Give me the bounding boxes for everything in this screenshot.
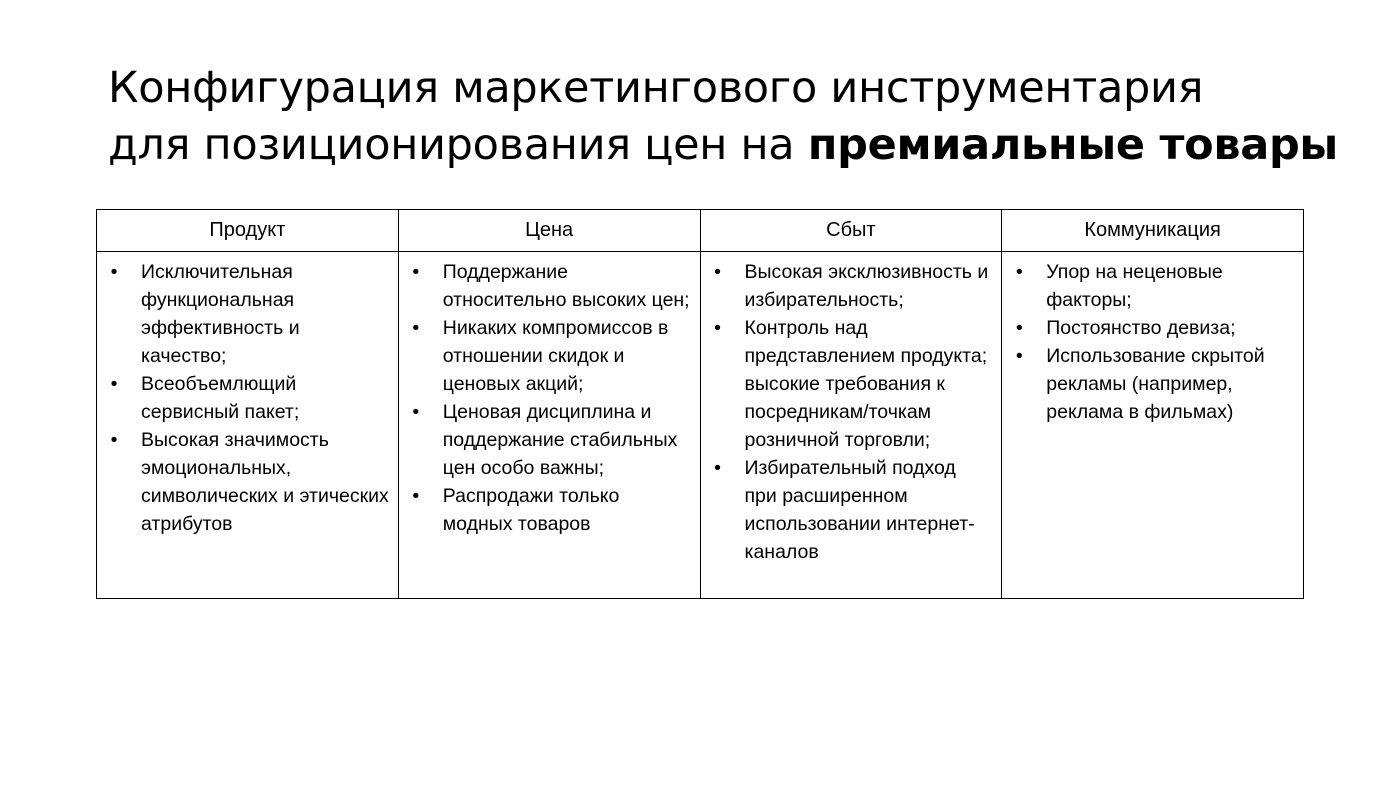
title-line-2-regular: для позиционирования цен на (108, 120, 808, 170)
cell-communication (1002, 252, 1304, 599)
cell-distribution (700, 252, 1002, 599)
title-line-2 (108, 117, 1338, 174)
list-item-text: Использование скрытой рекламы (например, реклама в фильмах) (1046, 345, 1265, 423)
bullet-icon: • (714, 457, 721, 479)
list-item-text: Постоянство девиза; (1046, 317, 1236, 339)
list-item (409, 258, 692, 314)
product-list (107, 258, 390, 538)
marketing-mix-table (96, 209, 1304, 599)
list-item-text: Высокая значимость эмоциональных, символических и этических атрибутов (141, 429, 389, 535)
list-item-text: Контроль над представлением продукта; высокие требования к посредникам/точкам розничной торговли; (744, 317, 988, 451)
price-list (409, 258, 692, 538)
bullet-icon: • (412, 317, 420, 339)
list-item (409, 314, 692, 398)
table-row (97, 252, 1304, 599)
cell-price (398, 252, 700, 599)
bullet-icon: • (1015, 261, 1023, 283)
list-item (711, 258, 994, 314)
table-header-row (97, 210, 1304, 252)
bullet-icon: • (714, 317, 721, 339)
header-product: Продукт (97, 210, 399, 252)
list-item-text: Исключительная функциональная эффективность и качество; (141, 261, 300, 367)
list-item-text: Высокая эксклюзивность и избирательность; (744, 261, 989, 311)
list-item (107, 370, 390, 426)
list-item (711, 454, 994, 566)
list-item (409, 398, 692, 482)
bullet-icon: • (1015, 317, 1023, 339)
list-item-text: Всеобъемлющий сервисный пакет; (141, 373, 300, 423)
list-item-text: Упор на неценовые факторы; (1046, 261, 1223, 311)
list-item-text: Избирательный подход при расширенном использовании интернет-каналов (744, 457, 975, 563)
title-line-2-bold: премиальные товары (807, 120, 1339, 170)
list-item (107, 258, 390, 370)
bullet-icon: • (110, 261, 118, 283)
header-price: Цена (398, 210, 700, 252)
list-item (1012, 314, 1295, 342)
list-item-text: Никаких компромиссов в отношении скидок и ценовых акций; (442, 317, 669, 395)
bullet-icon: • (412, 261, 420, 283)
list-item-text: Ценовая дисциплина и поддержание стабильных цен особо важны; (442, 401, 678, 479)
bullet-icon: • (1015, 345, 1023, 367)
list-item (107, 426, 390, 538)
list-item-text: Поддержание относительно высоких цен; (442, 261, 690, 311)
bullet-icon: • (412, 485, 420, 507)
cell-product (97, 252, 399, 599)
list-item-text: Распродажи только модных товаров (442, 485, 620, 535)
bullet-icon: • (110, 429, 118, 451)
header-communication: Коммуникация (1002, 210, 1304, 252)
list-item (711, 314, 994, 454)
bullet-icon: • (110, 373, 118, 395)
title-line-1: Конфигурация маркетингового инструментария (108, 63, 1204, 113)
distribution-list (711, 258, 994, 566)
header-distribution: Сбыт (700, 210, 1002, 252)
list-item (1012, 342, 1295, 426)
list-item (409, 482, 692, 538)
slide-title (108, 60, 1338, 174)
list-item (1012, 258, 1295, 314)
communication-list (1012, 258, 1295, 426)
bullet-icon: • (412, 401, 420, 423)
bullet-icon: • (714, 261, 721, 283)
